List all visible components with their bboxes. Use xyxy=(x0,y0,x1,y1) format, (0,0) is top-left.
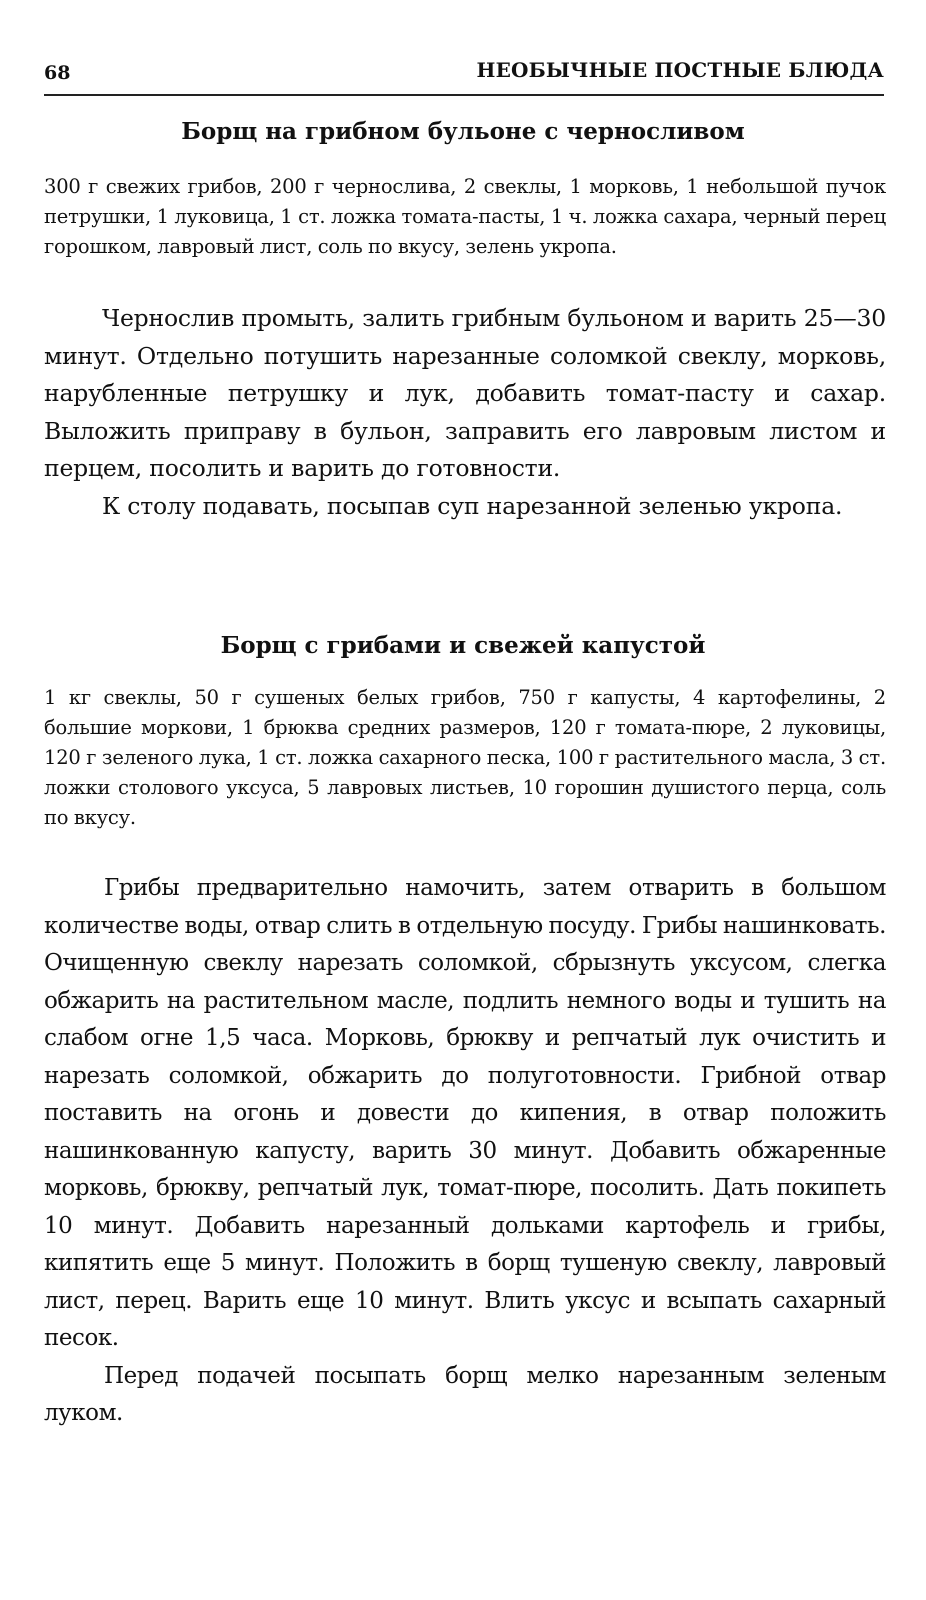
ingredients-list: 1 кг свеклы, 50 г сушеных белых грибов, 750 г капусты, 4 картофелины, 2 большие моркови, 1 брюква средних размеров, 120 г томата-пюре, 2 луковицы, 120 г зеленого лука, 1 ст. ложка сахарного песка, 100 г растительного масла, 3 ст. ложки столового уксуса, 5 лавровых листьев, 10 горошин душистого перца, соль по вкусу. xyxy=(44,686,886,829)
method-text xyxy=(44,870,886,1433)
header-rule xyxy=(44,94,884,96)
running-title: НЕОБЫЧНЫЕ ПОСТНЫЕ БЛЮДА xyxy=(476,58,884,82)
method-text xyxy=(44,300,886,525)
method-paragraph: К столу подавать, посыпав суп нарезанной зеленью укропа. xyxy=(102,491,843,520)
method-paragraph: Перед подачей посыпать борщ мелко нарезанным зеленым луком. xyxy=(44,1362,886,1426)
method-paragraph: Чернослив промыть, залить грибным бульоном и варить 25—30 минут. Отдельно потушить нарезанные соломкой свеклу, морковь, нарубленные петрушку и лук, добавить томат-пасту и сахар. Выложить приправу в бульон, заправить его лавровым листом и перцем, посолить и варить до готовности. xyxy=(44,304,886,482)
method-paragraph: Грибы предварительно намочить, затем отварить в большом количестве воды, отвар слить в отдельную посуду. Грибы нашинковать. Очищенную свеклу нарезать соломкой, сбрызнуть уксусом, слегка обжарить на растительном масле, подлить немного воды и тушить на слабом огне 1,5 часа. Морковь, брюкву и репчатый лук очистить и нарезать соломкой, обжарить до полуготовности. Грибной отвар поставить на огонь и довести до кипения, в отвар положить нашинкованную капусту, варить 30 минут. Добавить обжаренные морковь, брюкву, репчатый лук, томат-пюре, посолить. Дать покипеть 10 минут. Добавить нарезанный дольками картофель и грибы, кипятить еще 5 минут. Положить в борщ тушеную свеклу, лавровый лист, перец. Варить еще 10 минут. Влить уксус и всыпать сахарный песок. xyxy=(44,875,886,1351)
recipe-title: Борщ с грибами и свежей капустой xyxy=(220,632,706,659)
running-header xyxy=(44,56,884,88)
ingredients-list: 300 г свежих грибов, 200 г чернослива, 2 свеклы, 1 морковь, 1 небольшой пучок петрушки, 1 луковица, 1 ст. ложка томата-пасты, 1 ч. ложка сахара, черный перец горошком, лавровый лист, соль по вкусу, зелень укропа. xyxy=(44,175,886,258)
recipe-title: Борщ на грибном бульоне с черносливом xyxy=(181,118,745,145)
page-number: 68 xyxy=(44,62,71,84)
